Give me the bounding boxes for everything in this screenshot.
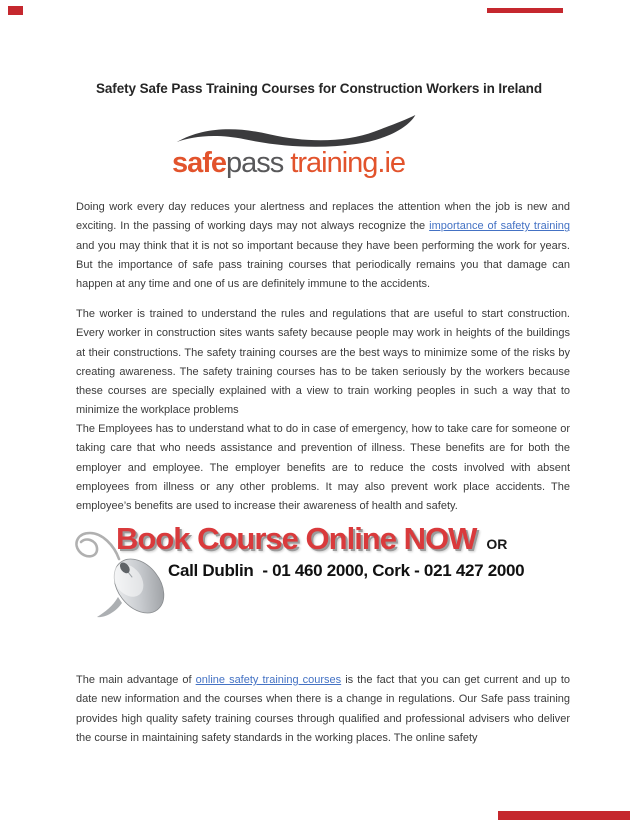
page-title: Safety Safe Pass Training Courses for Construction Workers in Ireland bbox=[96, 81, 542, 97]
logo-wordmark bbox=[172, 148, 424, 178]
link-importance-of-safety-training[interactable]: importance of safety training bbox=[429, 220, 570, 233]
logo-word-safe: safe bbox=[172, 147, 227, 179]
logo-swoosh-icon bbox=[172, 114, 420, 147]
red-mark-top-right bbox=[487, 8, 563, 13]
red-mark-bottom-right bbox=[498, 811, 630, 820]
logo-word-pass: pass bbox=[226, 147, 284, 179]
paragraph-3: The Employees has to understand what to do in case of emergency, how to take care for someone or taking care that who needs assistance and prevention of illness. These benefits are for both the employer and employee. The employer benefits are to reduce the costs involved with absent employees from illness or any other problems. It may also prevent work place accidents. The employee’s benefits are used to increase their awareness of health and safety. bbox=[76, 423, 570, 513]
link-online-safety-training-courses[interactable]: online safety training courses bbox=[195, 674, 342, 686]
banner-headline[interactable]: Book Course Online NOW bbox=[116, 521, 477, 556]
logo-word-domain: training.ie bbox=[290, 147, 406, 179]
book-course-banner[interactable] bbox=[76, 521, 576, 647]
banner-or-label: OR bbox=[486, 536, 508, 552]
paragraph-4-text: The main advantage of bbox=[76, 674, 196, 686]
paragraph-4-text-after: is the fact that you can get current and up to date new information and the courses when there is a change in regulations. Our Safe pass training provides high quality safety training courses through qualified and professional advisers who deliver the course in maintaining safety standards in the working places. The online safety bbox=[76, 674, 570, 744]
paragraph-1-text-after: and you may think that it is not so important because they have been performing the work for years. But the importance of safe pass training courses that periodically remains you that damage can happen at any time and one of us are definitely immune to the accidents. bbox=[76, 239, 570, 291]
paragraph-1-text: Doing work every day reduces your alertness and replaces the attention when the job is new and exciting. In the passing of working days may not always recognize the bbox=[76, 201, 570, 233]
banner-phone-numbers: Call Dublin - 01 460 2000, Cork - 021 427 2000 bbox=[168, 561, 525, 580]
paragraph-1 bbox=[76, 198, 570, 294]
safepass-logo bbox=[172, 114, 424, 178]
paragraph-2: The worker is trained to understand the rules and regulations that are useful to start construction. Every worker in construction sites wants safety because people may work in heights of the buildings at their constructions. The safety training courses are the best ways to minimize some of the risks by creating awareness. The safety training courses has to be taken seriously by the workers because these courses are specially explained with a view to train working peoples in such a way that to minimize the workplace problems bbox=[76, 308, 570, 417]
paragraph-4 bbox=[76, 671, 570, 748]
banner-headline-row bbox=[116, 521, 507, 557]
red-mark-top-left bbox=[8, 6, 23, 15]
